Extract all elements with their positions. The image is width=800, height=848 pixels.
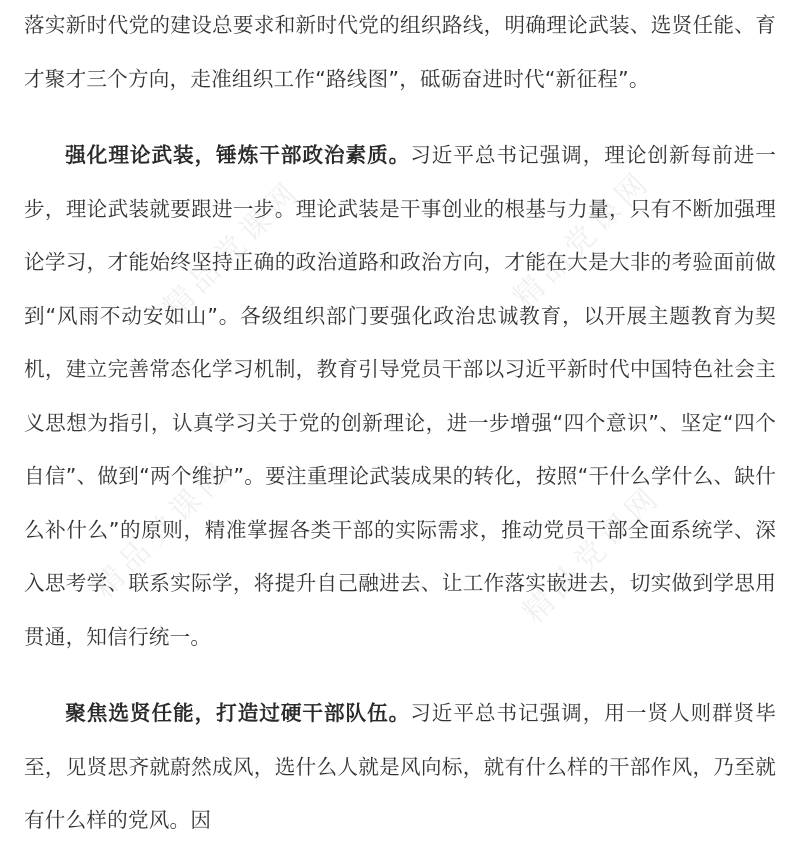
document-page xyxy=(24,0,776,848)
paragraph-heading: 聚焦选贤任能，打造过硬干部队伍。 xyxy=(65,701,411,725)
watermark: 精品党课网 xyxy=(86,453,239,606)
paragraph-heading: 强化理论武装，锤炼干部政治素质。 xyxy=(65,143,411,167)
paragraph-theory-arming xyxy=(24,129,776,664)
watermark: 精品党课网 xyxy=(506,163,659,316)
watermark: 精品党课网 xyxy=(156,173,309,326)
paragraph-body: 习近平总书记强调，理论创新每前进一步，理论武装就要跟进一步。理论武装是干事创业的根基与力量，只有不断加强理论学习，才能始终坚持正确的政治道路和政治方向，才能在大是大非的考验面前做到“风雨不动安如山”。各级组织部门要强化政治忠诚教育，以开展主题教育为契机，建立完善常态化学习机制，教育引导党员干部以习近平新时代中国特色社会主义思想为指引，认真学习关于党的创新理论，进一步增强“四个意识”、坚定“四个自信”、做到“两个维护”。要注重理论武装成果的转化，按照“干什么学什么、缺什么补什么”的原则，精准掌握各类干部的实际需求，推动党员干部全面系统学、深入思考学、联系实际学，将提升自己融进去、让工作落实嵌进去，切实做到学思用贯通，知信行统一。 xyxy=(24,143,776,649)
paragraph-body: 落实新时代党的建设总要求和新时代党的组织路线，明确理论武装、选贤任能、育才聚才三个方向，走准组织工作“路线图”，砥砺奋进时代“新征程”。 xyxy=(24,13,776,91)
paragraph-body: 习近平总书记强调，用一贤人则群贤毕至，见贤思齐就蔚然成风，选什么人就是风向标，就有什么样的干部作风，乃至就有什么样的党风。因 xyxy=(24,701,776,832)
watermark: 精品党课网 xyxy=(516,478,669,631)
paragraph-intro xyxy=(24,0,776,106)
paragraph-talent-selection xyxy=(24,687,776,848)
